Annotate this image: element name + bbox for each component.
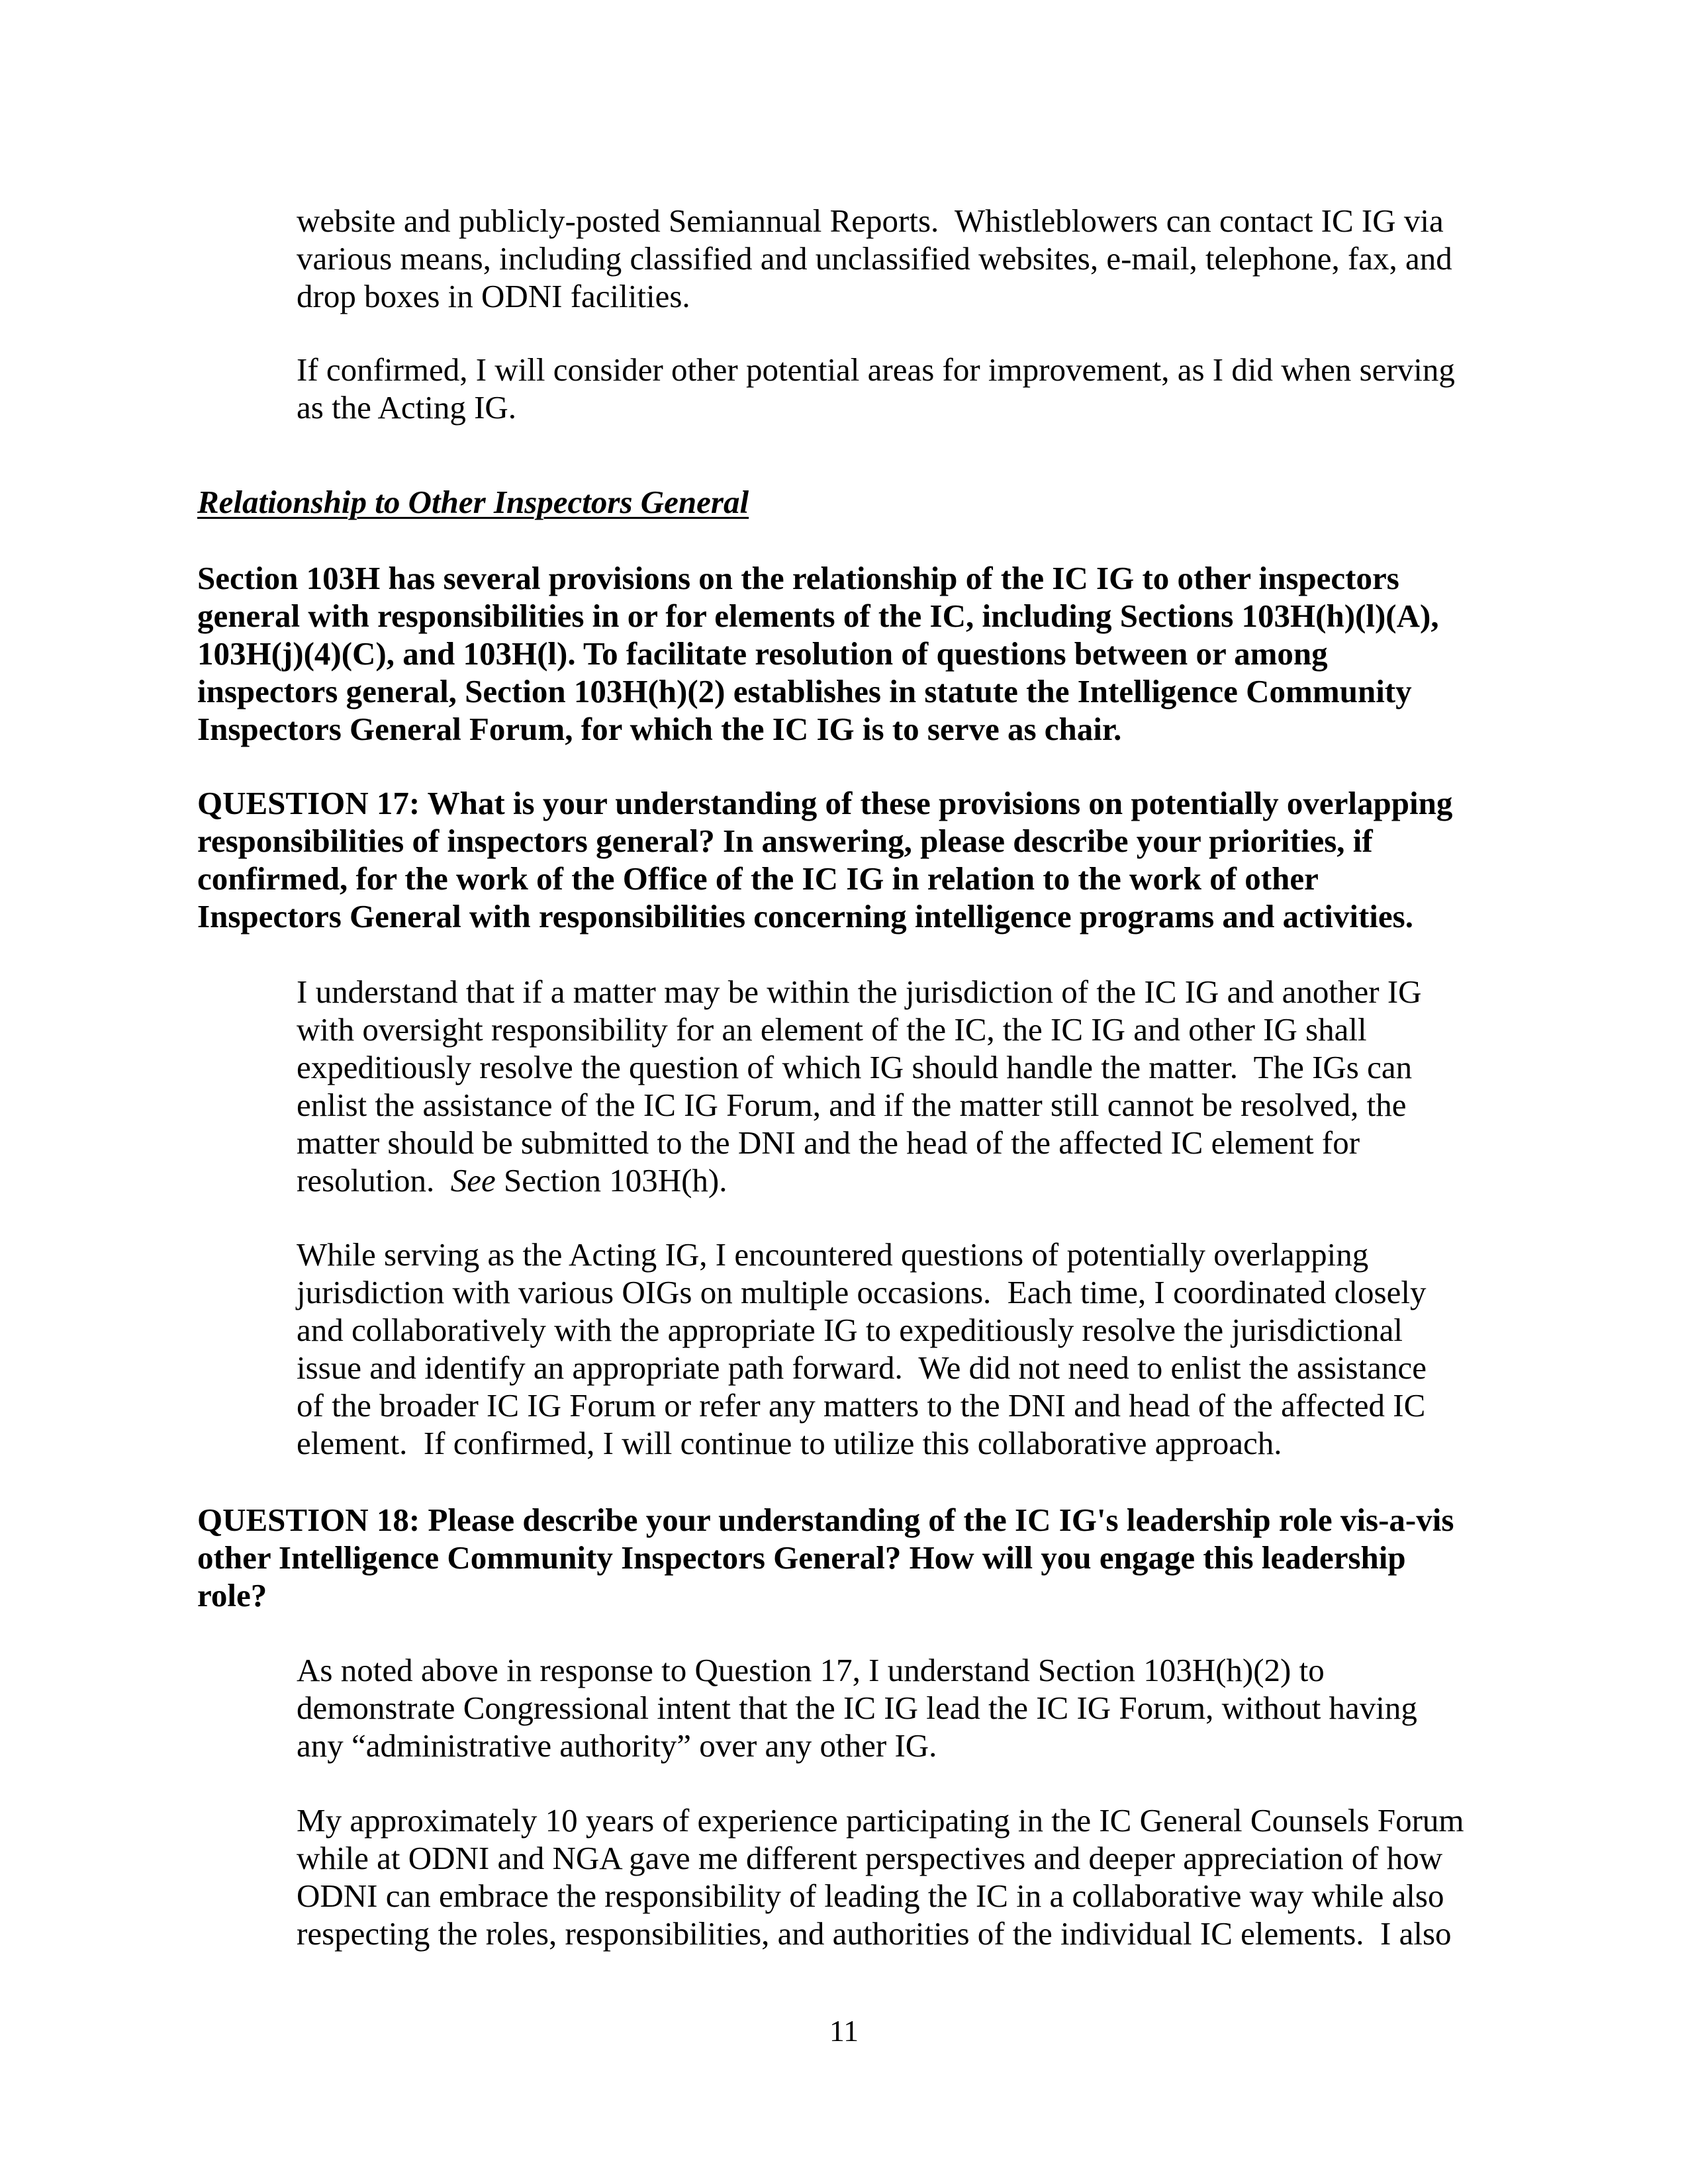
question-18 — [197, 1501, 1528, 1614]
text-line: of the broader IC IG Forum or refer any matters to the DNI and head of the affected IC — [297, 1387, 1426, 1424]
section-heading — [197, 483, 1528, 521]
text-line: and collaboratively with the appropriate IG to expeditiously resolve the jurisdictional — [297, 1312, 1403, 1348]
section-heading-text: Relationship to Other Inspectors General — [197, 484, 749, 520]
question-17 — [197, 784, 1528, 935]
text-line: I understand that if a matter may be within the jurisdiction of the IC IG and another IG — [297, 974, 1422, 1010]
body-paragraph-whistleblower-contact — [297, 202, 1528, 315]
text-line: expeditiously resolve the question of which IG should handle the matter. The IGs can — [297, 1049, 1413, 1085]
text-line: other Intelligence Community Inspectors General? How will you engage this leadership — [197, 1539, 1406, 1576]
text-line: role? — [197, 1577, 267, 1614]
text-line: demonstrate Congressional intent that the IC IG lead the IC IG Forum, without having — [297, 1690, 1417, 1726]
citation-signal: See — [450, 1162, 496, 1199]
text-line: responsibilities of inspectors general? In answering, please describe your priorities, if — [197, 823, 1373, 859]
text-line: My approximately 10 years of experience participating in the IC General Counsels Forum — [297, 1802, 1464, 1839]
text-line: respecting the roles, responsibilities, and authorities of the individual IC elements. I also — [297, 1915, 1452, 1952]
text-line: Inspectors General Forum, for which the IC IG is to serve as chair. — [197, 711, 1122, 747]
text-line: As noted above in response to Question 17, I understand Section 103H(h)(2) to — [297, 1652, 1325, 1688]
text-line: QUESTION 17: What is your understanding of these provisions on potentially overlapping — [197, 785, 1453, 821]
text-line: confirmed, for the work of the Office of the IC IG in relation to the work of other — [197, 860, 1319, 897]
text-line: 103H(j)(4)(C), and 103H(l). To facilitate resolution of questions between or among — [197, 635, 1328, 672]
text-line — [297, 1161, 1528, 1199]
text-line: If confirmed, I will consider other potential areas for improvement, as I did when serving — [297, 351, 1455, 388]
answer-18-paragraph-2 — [297, 1801, 1528, 1952]
text-line: inspectors general, Section 103H(h)(2) establishes in statute the Intelligence Community — [197, 673, 1412, 709]
answer-17-paragraph-2 — [297, 1236, 1528, 1462]
text-line: drop boxes in ODNI facilities. — [297, 278, 690, 314]
text-line: any “administrative authority” over any other IG. — [297, 1727, 937, 1764]
text-run: Section 103H(h). — [495, 1162, 727, 1199]
text-line: QUESTION 18: Please describe your understanding of the IC IG's leadership role vis-a-vis — [197, 1502, 1454, 1538]
text-line: website and publicly-posted Semiannual Reports. Whistleblowers can contact IC IG via — [297, 203, 1444, 239]
answer-17-paragraph-1 — [297, 973, 1528, 1199]
text-line: jurisdiction with various OIGs on multiple occasions. Each time, I coordinated closely — [297, 1274, 1427, 1310]
section-intro-paragraph — [197, 559, 1528, 748]
text-line: While serving as the Acting IG, I encountered questions of potentially overlapping — [297, 1236, 1369, 1273]
text-line: matter should be submitted to the DNI and the head of the affected IC element for — [297, 1124, 1360, 1161]
text-line: as the Acting IG. — [297, 389, 517, 426]
text-line: Inspectors General with responsibilities concerning intelligence programs and activities. — [197, 898, 1413, 934]
text-line: issue and identify an appropriate path forward. We did not need to enlist the assistance — [297, 1349, 1427, 1386]
body-paragraph-improvement — [297, 351, 1528, 426]
text-line: while at ODNI and NGA gave me different perspectives and deeper appreciation of how — [297, 1840, 1443, 1876]
text-line: with oversight responsibility for an element of the IC, the IC IG and other IG shall — [297, 1011, 1367, 1048]
text-line: various means, including classified and unclassified websites, e-mail, telephone, fax, and — [297, 240, 1452, 277]
text-line: element. If confirmed, I will continue to utilize this collaborative approach. — [297, 1425, 1282, 1461]
text-line: ODNI can embrace the responsibility of leading the IC in a collaborative way while also — [297, 1878, 1444, 1914]
page-number: 11 — [829, 2014, 859, 2048]
text-line: enlist the assistance of the IC IG Forum, and if the matter still cannot be resolved, the — [297, 1087, 1407, 1123]
answer-18-paragraph-1 — [297, 1651, 1528, 1764]
text-line: general with responsibilities in or for elements of the IC, including Sections 103H(h)(l)(A), — [197, 598, 1439, 634]
text-run: resolution. — [297, 1162, 451, 1199]
text-line: Section 103H has several provisions on the relationship of the IC IG to other inspectors — [197, 560, 1399, 596]
